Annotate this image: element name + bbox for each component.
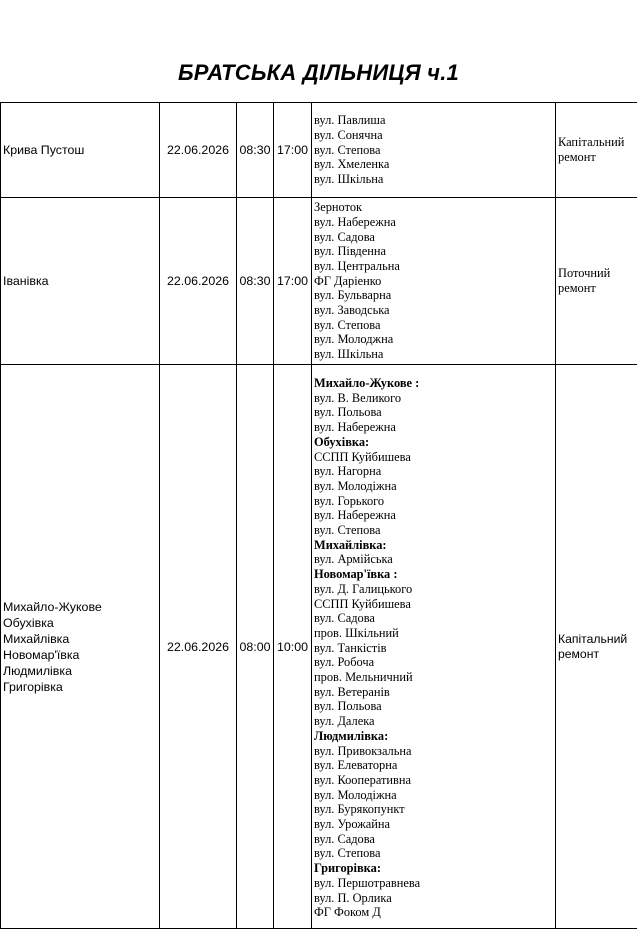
locality-name: Новомар'ївка	[3, 647, 157, 663]
table-row	[1, 103, 637, 198]
locality-name: Людмилівка	[3, 663, 157, 679]
street-name: ССПП Куйбишева	[314, 597, 553, 612]
street-name: вул. Набережна	[314, 215, 553, 230]
street-name: вул. Горького	[314, 494, 553, 509]
street-name: вул. Нагорна	[314, 464, 553, 479]
streets-cell	[312, 198, 556, 365]
street-name: вул. Бульварна	[314, 288, 553, 303]
street-name: вул. Привокзальна	[314, 744, 553, 759]
street-name: вул. П. Орлика	[314, 891, 553, 906]
street-name: вул. Польова	[314, 699, 553, 714]
time-to-cell: 17:00	[274, 198, 312, 365]
locality-cell	[1, 103, 160, 198]
street-name: ФГ Фоком Д	[314, 905, 553, 920]
street-name: вул. Ветеранів	[314, 685, 553, 700]
street-name: вул. Степова	[314, 523, 553, 538]
street-name: вул. Сонячна	[314, 128, 553, 143]
street-name: вул. Садова	[314, 230, 553, 245]
street-name: вул. Степова	[314, 143, 553, 158]
street-name: вул. Армійська	[314, 552, 553, 567]
time-to-cell: 17:00	[274, 103, 312, 198]
time-to-cell: 10:00	[274, 365, 312, 929]
street-name: вул. Бурякопункт	[314, 802, 553, 817]
locality-name: Іванівка	[3, 273, 157, 289]
street-name: вул. Молодіжна	[314, 479, 553, 494]
street-name: вул. Південна	[314, 244, 553, 259]
document-title: БРАТСЬКА ДІЛЬНИЦЯ ч.1	[0, 58, 637, 88]
street-group-heading: Людмилівка:	[314, 729, 553, 744]
date-cell: 22.06.2026	[160, 365, 237, 929]
locality-name: Григорівка	[3, 679, 157, 695]
time-from-cell: 08:30	[237, 103, 274, 198]
street-group-heading: Михайло-Жукове :	[314, 376, 553, 391]
street-name: Зерноток	[314, 200, 553, 215]
table-body	[1, 103, 637, 929]
date-cell: 22.06.2026	[160, 103, 237, 198]
street-group-heading: Григорівка:	[314, 861, 553, 876]
street-name: вул. Павлиша	[314, 113, 553, 128]
street-name: вул. Елеваторна	[314, 758, 553, 773]
time-from-cell: 08:00	[237, 365, 274, 929]
street-name: вул. Кооперативна	[314, 773, 553, 788]
street-name: вул. Шкільна	[314, 347, 553, 362]
outage-schedule-table	[0, 102, 637, 929]
street-name: вул. Заводська	[314, 303, 553, 318]
locality-name: Крива Пустош	[3, 142, 157, 158]
work-type-cell: Капітальний ремонт	[556, 103, 637, 198]
street-group-heading: Михайлівка:	[314, 538, 553, 553]
locality-name: Михайлівка	[3, 631, 157, 647]
street-name: вул. Садова	[314, 832, 553, 847]
street-name: пров. Шкільний	[314, 626, 553, 641]
street-name: вул. Польова	[314, 405, 553, 420]
street-name: вул. Шкільна	[314, 172, 553, 187]
street-name: ФГ Даріенко	[314, 274, 553, 289]
time-from-cell: 08:30	[237, 198, 274, 365]
date-cell: 22.06.2026	[160, 198, 237, 365]
street-name: вул. Д. Галицького	[314, 582, 553, 597]
street-group-heading: Новомар'ївка :	[314, 567, 553, 582]
street-name: вул. Робоча	[314, 655, 553, 670]
street-name: вул. Набережна	[314, 420, 553, 435]
street-group-heading: Обухівка:	[314, 435, 553, 450]
street-name: вул. Молодіжна	[314, 788, 553, 803]
street-name: вул. Урожайна	[314, 817, 553, 832]
table-row	[1, 365, 637, 929]
street-name: вул. Молоджна	[314, 332, 553, 347]
street-name: ССПП Куйбишева	[314, 450, 553, 465]
street-name: вул. Хмеленка	[314, 157, 553, 172]
street-name: вул. Танкістів	[314, 641, 553, 656]
streets-cell	[312, 365, 556, 929]
street-name: вул. Далека	[314, 714, 553, 729]
street-name: вул. Садова	[314, 611, 553, 626]
street-name: вул. В. Великого	[314, 391, 553, 406]
streets-cell	[312, 103, 556, 198]
street-name: вул. Центральна	[314, 259, 553, 274]
street-name: вул. Першотравнева	[314, 876, 553, 891]
locality-cell	[1, 198, 160, 365]
street-name: вул. Набережна	[314, 508, 553, 523]
locality-name: Михайло-Жукове	[3, 599, 157, 615]
locality-name: Обухівка	[3, 615, 157, 631]
table-row	[1, 198, 637, 365]
street-name: вул. Степова	[314, 846, 553, 861]
work-type-cell: Капітальний ремонт	[556, 365, 637, 929]
locality-cell	[1, 365, 160, 929]
street-name: вул. Степова	[314, 318, 553, 333]
street-name: пров. Мельничний	[314, 670, 553, 685]
work-type-cell: Поточний ремонт	[556, 198, 637, 365]
